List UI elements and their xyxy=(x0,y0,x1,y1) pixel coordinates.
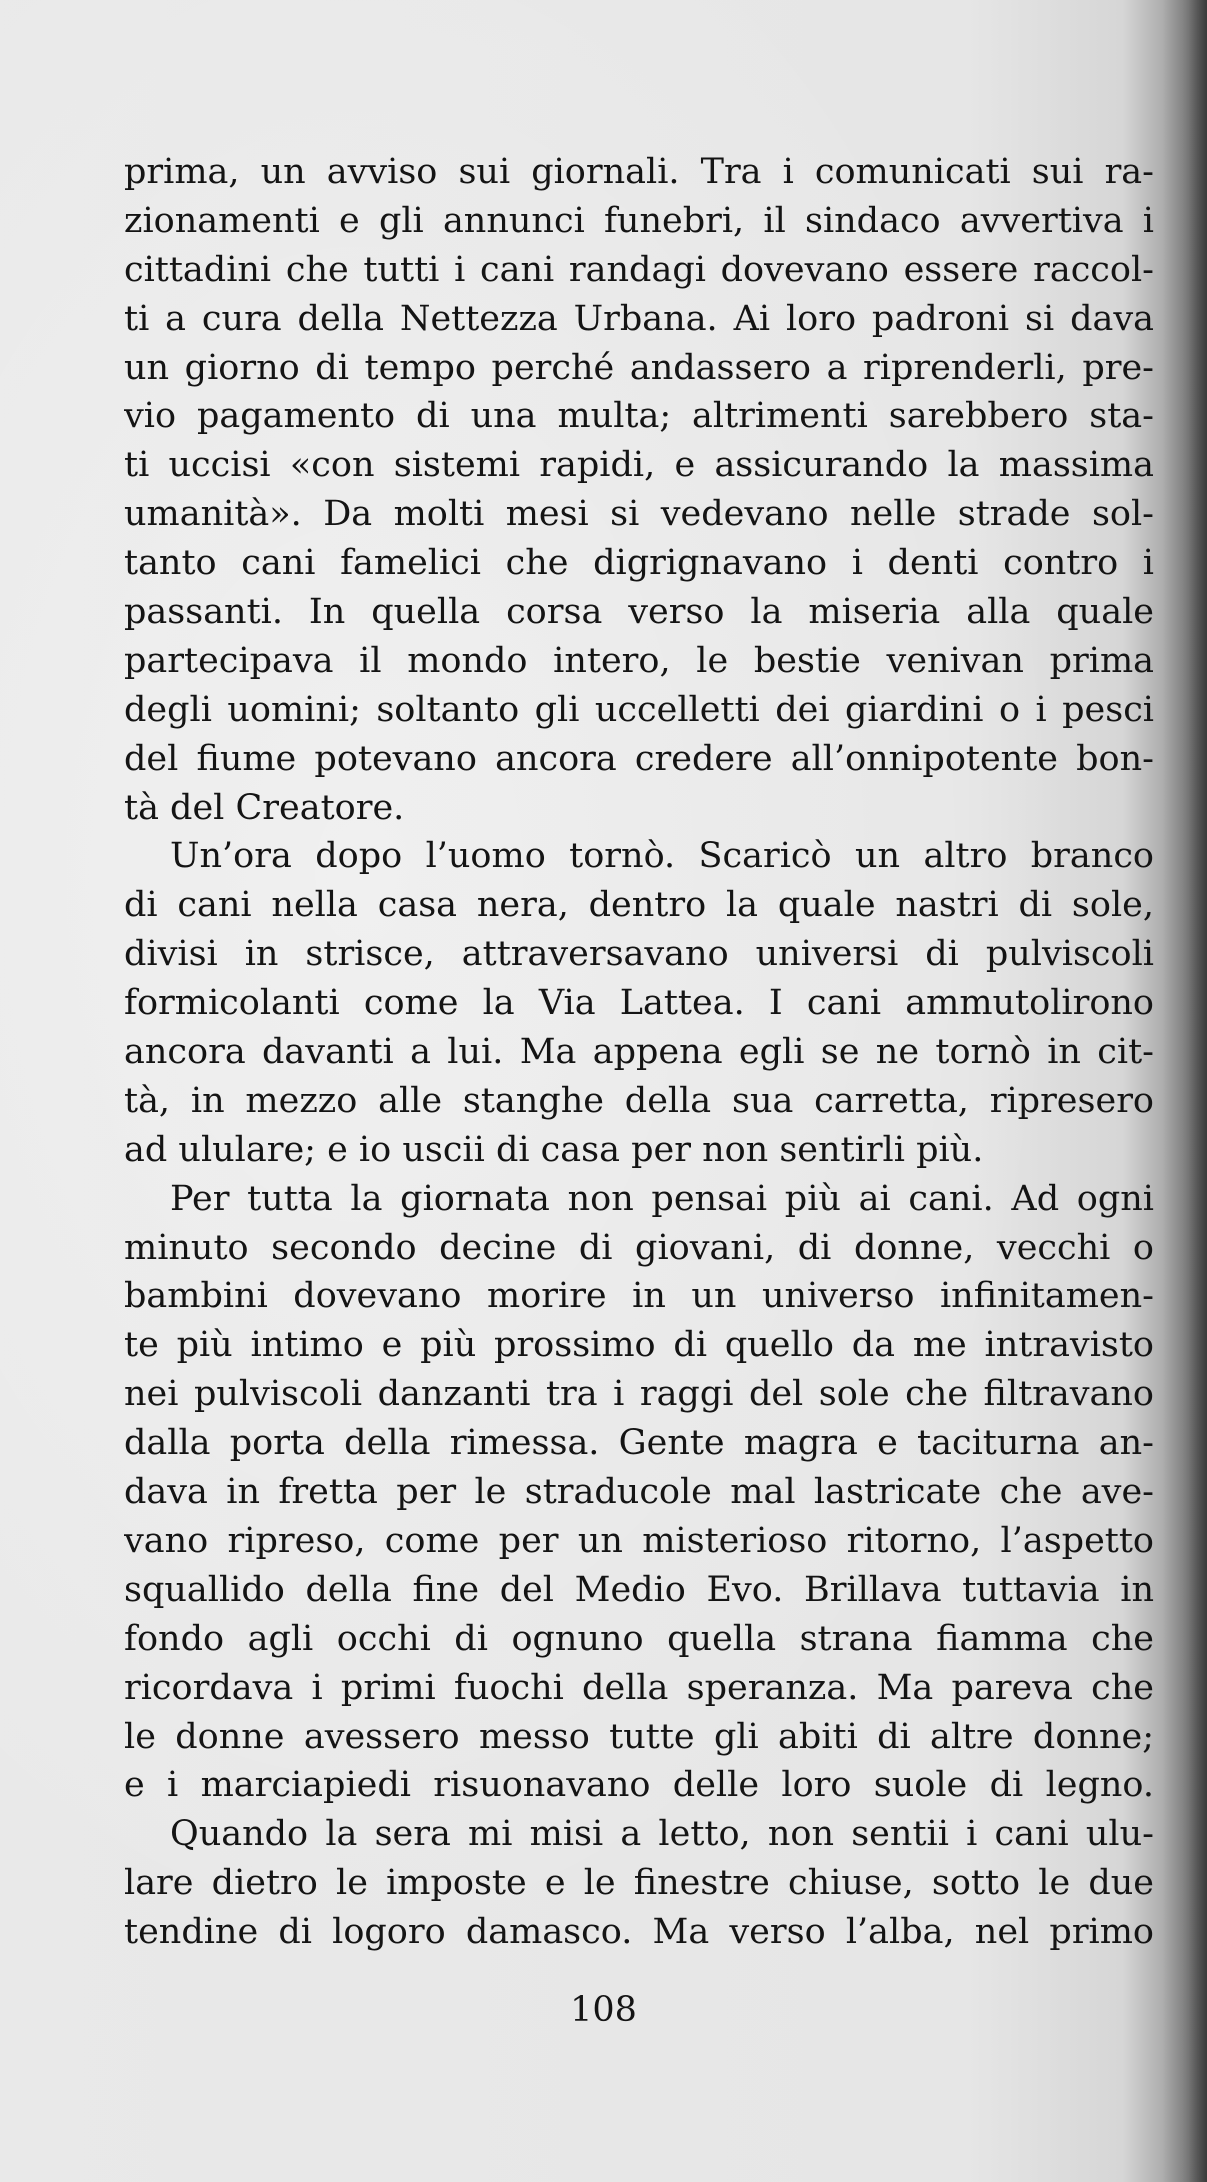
text-line: tendine di logoro damasco. Ma verso l’alba, nel primo xyxy=(124,1912,1154,1953)
text-line: umanità». Da molti mesi si vedevano nelle strade sol- xyxy=(124,494,1154,535)
text-line: nei pulviscoli danzanti tra i raggi del sole che filtravano xyxy=(124,1374,1154,1415)
text-line: vio pagamento di una multa; altrimenti sarebbero sta- xyxy=(124,396,1154,437)
text-line: minuto secondo decine di giovani, di donne, vecchi o xyxy=(124,1227,1154,1268)
text-line: e i marciapiedi risuonavano delle loro suole di legno. xyxy=(124,1765,1154,1806)
text-line: Per tutta la giornata non pensai più ai cani. Ad ogni xyxy=(170,1178,1154,1219)
text-line: squallido della fine del Medio Evo. Brillava tuttavia in xyxy=(124,1569,1154,1610)
text-line: cittadini che tutti i cani randagi dovevano essere raccol- xyxy=(124,249,1154,290)
text-line: le donne avessero messo tutte gli abiti di altre donne; xyxy=(124,1716,1154,1757)
text-line: Un’ora dopo l’uomo tornò. Scaricò un altro branco xyxy=(170,836,1154,877)
text-line: ancora davanti a lui. Ma appena egli se ne tornò in cit- xyxy=(124,1032,1154,1073)
paragraph-4 xyxy=(124,1810,1154,1957)
text-line: un giorno di tempo perché andassero a riprenderli, pre- xyxy=(124,347,1154,388)
text-line: degli uomini; soltanto gli uccelletti dei giardini o i pesci xyxy=(124,689,1154,730)
page-number: 108 xyxy=(570,1990,637,2030)
paragraph-1 xyxy=(124,148,1154,832)
paragraph-3 xyxy=(124,1175,1154,1811)
text-line: divisi in strisce, attraversavano universi di pulviscoli xyxy=(124,934,1154,975)
text-line: ad ululare; e io uscii di casa per non sentirli più. xyxy=(124,1129,984,1170)
text-line: zionamenti e gli annunci funebri, il sindaco avvertiva i xyxy=(124,200,1154,241)
text-line: dava in fretta per le straducole mal lastricate che ave- xyxy=(124,1472,1154,1513)
text-line: bambini dovevano morire in un universo infinitamen- xyxy=(124,1276,1154,1317)
text-line: ti a cura della Nettezza Urbana. Ai loro padroni si dava xyxy=(124,298,1154,339)
text-line: ricordava i primi fuochi della speranza. Ma pareva che xyxy=(124,1667,1154,1708)
text-line: fondo agli occhi di ognuno quella strana fiamma che xyxy=(124,1618,1154,1659)
text-line: del fiume potevano ancora credere all’onnipotente bon- xyxy=(124,738,1154,779)
text-line: ti uccisi «con sistemi rapidi, e assicurando la massima xyxy=(124,445,1154,486)
text-line: lare dietro le imposte e le finestre chiuse, sotto le due xyxy=(124,1863,1154,1904)
text-line: partecipava il mondo intero, le bestie venivan prima xyxy=(124,640,1154,681)
text-line: tà del Creatore. xyxy=(124,787,405,828)
text-line: di cani nella casa nera, dentro la quale nastri di sole, xyxy=(124,885,1154,926)
text-line: formicolanti come la Via Lattea. I cani ammutolirono xyxy=(124,983,1154,1024)
body-text xyxy=(124,148,1154,1957)
text-line: vano ripreso, come per un misterioso ritorno, l’aspetto xyxy=(124,1520,1154,1561)
text-line: Quando la sera mi misi a letto, non sentii i cani ulu- xyxy=(170,1814,1154,1855)
paragraph-2 xyxy=(124,832,1154,1174)
text-line: prima, un avviso sui giornali. Tra i comunicati sui ra- xyxy=(124,152,1154,192)
text-line: te più intimo e più prossimo di quello da me intravisto xyxy=(124,1325,1154,1366)
text-line: tanto cani famelici che digrignavano i denti contro i xyxy=(124,543,1154,584)
text-line: tà, in mezzo alle stanghe della sua carretta, ripresero xyxy=(124,1080,1154,1121)
text-line: dalla porta della rimessa. Gente magra e taciturna an- xyxy=(124,1423,1154,1464)
text-line: passanti. In quella corsa verso la miseria alla quale xyxy=(124,592,1154,633)
